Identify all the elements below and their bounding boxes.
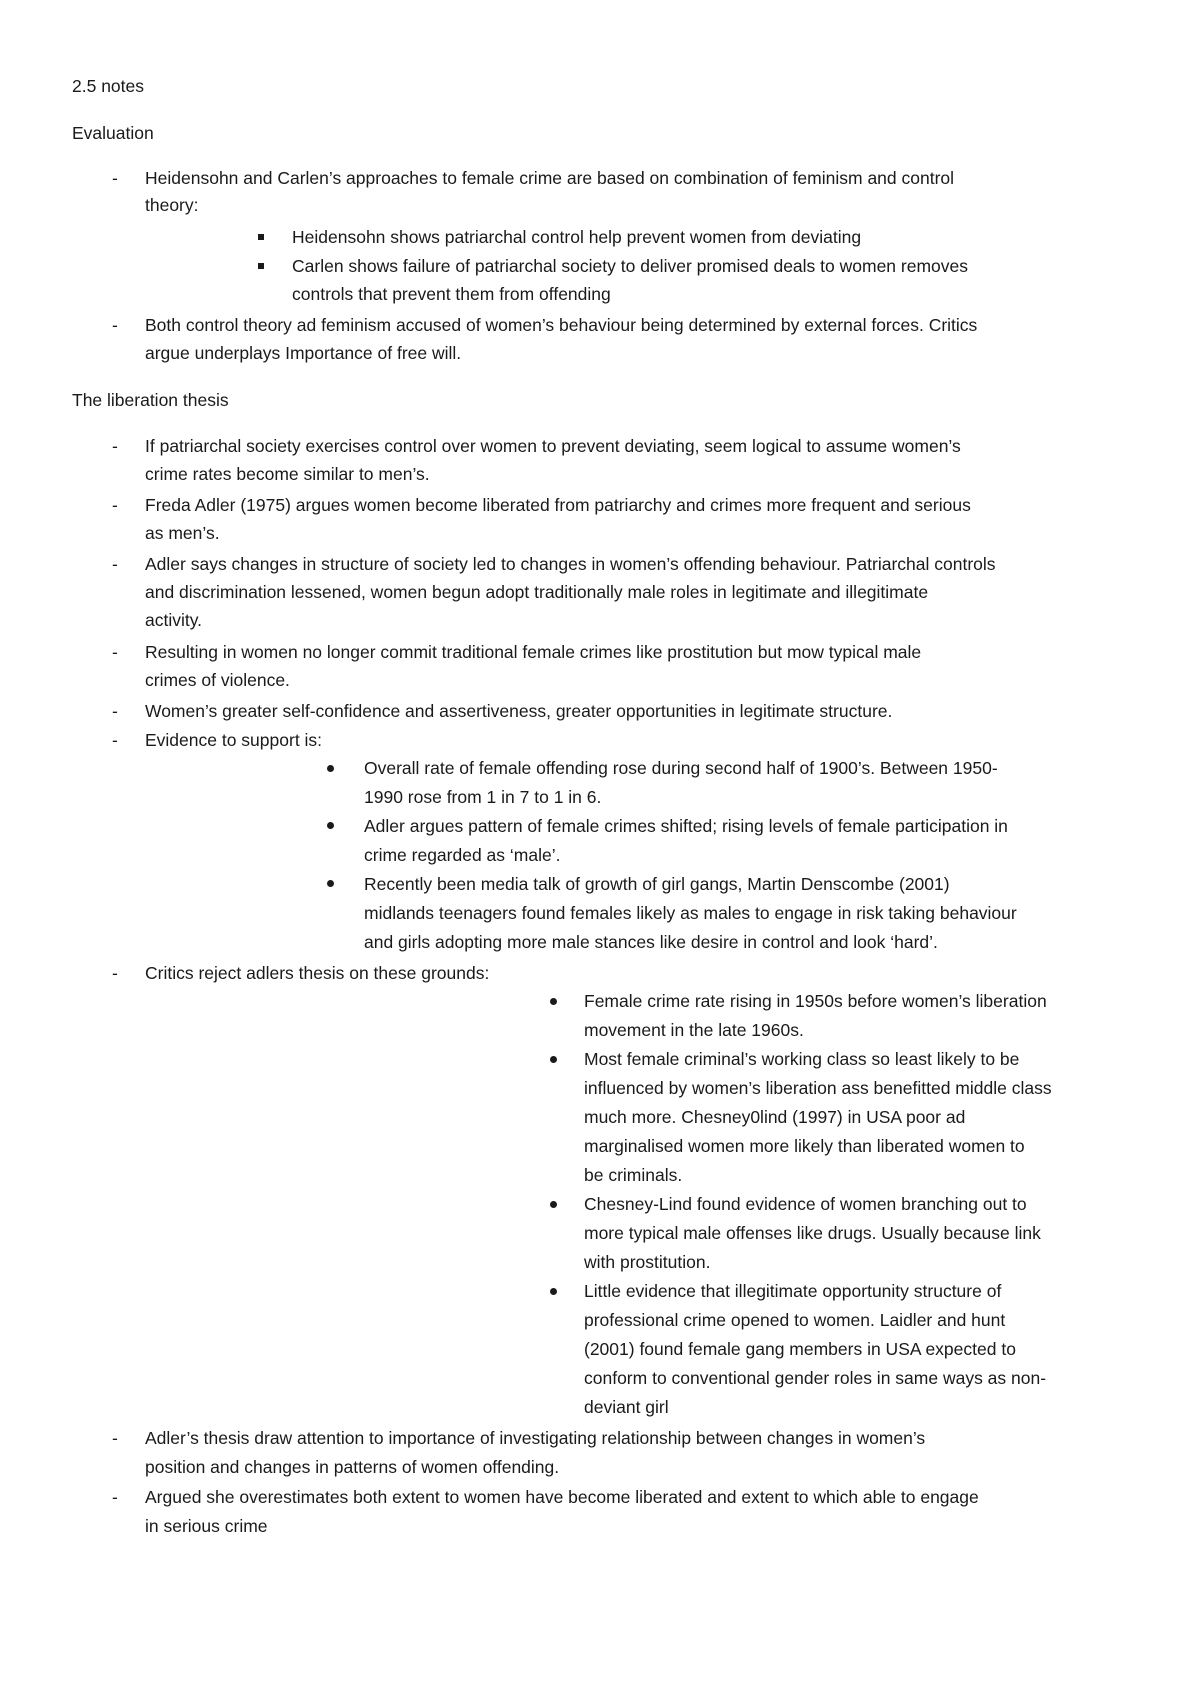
round-bullet-icon [327,880,334,887]
evidence-3-line-2: midlands teenagers found females likely as males to engage in risk taking behaviour [364,903,1017,923]
evaluation-subpoint-1-line-1: Heidensohn shows patriarchal control help prevent women from deviating [292,227,862,247]
critic-3-line-3: with prostitution. [584,1252,711,1272]
evidence-2-line-1: Adler argues pattern of female crimes shifted; rising levels of female participation in [364,816,1008,836]
closing-1-line-1: Adler’s thesis draw attention to importance of investigating relationship between changes in women’s [145,1428,926,1448]
round-bullet-icon [550,1056,557,1063]
round-bullet-icon [550,1201,557,1208]
round-bullet-icon [550,1288,557,1295]
critic-3-line-1: Chesney-Lind found evidence of women branching out to [584,1194,1027,1214]
liberation-item-4-line-1: Resulting in women no longer commit traditional female crimes like prostitution but mow typical male [145,642,922,662]
critic-4-line-2: professional crime opened to women. Laidler and hunt [584,1310,1006,1330]
page-title: 2.5 notes [72,76,144,96]
dash-marker: - [112,730,118,750]
dash-marker: - [112,168,118,188]
dash-marker: - [112,315,118,335]
dash-marker: - [112,554,118,574]
liberation-item-3-line-3: activity. [145,610,203,630]
critic-2-line-1: Most female criminal’s working class so least likely to be [584,1049,1020,1069]
critic-2-line-5: be criminals. [584,1165,683,1185]
dash-marker: - [112,701,118,721]
evidence-3-line-1: Recently been media talk of growth of girl gangs, Martin Denscombe (2001) [364,874,950,894]
evidence-1-line-1: Overall rate of female offending rose during second half of 1900’s. Between 1950- [364,758,998,778]
round-bullet-icon [327,822,334,829]
liberation-item-6-line-1: Evidence to support is: [145,730,323,750]
evaluation-item-2-line-2: argue underplays Importance of free will. [145,343,462,363]
closing-2-line-1: Argued she overestimates both extent to women have become liberated and extent to which able to engage [145,1487,979,1507]
critic-4-line-5: deviant girl [584,1397,669,1417]
evidence-3-line-3: and girls adopting more male stances like desire in control and look ‘hard’. [364,932,938,952]
critic-3-line-2: more typical male offenses like drugs. Usually because link [584,1223,1041,1243]
liberation-item-4-line-2: crimes of violence. [145,670,290,690]
dash-marker: - [112,1487,118,1507]
critic-2-line-4: marginalised women more likely than liberated women to [584,1136,1025,1156]
critic-1-line-2: movement in the late 1960s. [584,1020,804,1040]
evaluation-item-1-line-1: Heidensohn and Carlen’s approaches to female crime are based on combination of feminism and control [145,168,955,188]
dash-marker: - [112,642,118,662]
evaluation-item-1-line-2: theory: [145,195,199,215]
evaluation-heading: Evaluation [72,123,154,143]
round-bullet-icon [550,998,557,1005]
liberation-item-5-line-1: Women’s greater self-confidence and assertiveness, greater opportunities in legitimate structure. [145,701,893,721]
critic-2-line-3: much more. Chesney0lind (1997) in USA poor ad [584,1107,966,1127]
evaluation-item-2-line-1: Both control theory ad feminism accused of women’s behaviour being determined by external forces. Critics [145,315,978,335]
dash-marker: - [112,495,118,515]
liberation-item-2-line-1: Freda Adler (1975) argues women become liberated from patriarchy and crimes more frequent and serious [145,495,971,515]
evaluation-subpoint-2-line-2: controls that prevent them from offending [292,284,611,304]
critic-4-line-4: conform to conventional gender roles in same ways as non- [584,1368,1047,1388]
dash-marker: - [112,1428,118,1448]
round-bullet-icon [327,765,334,772]
critic-4-line-1: Little evidence that illegitimate opportunity structure of [584,1281,1002,1301]
square-bullet-icon [258,234,264,240]
liberation-item-2-line-2: as men’s. [145,523,220,543]
critic-4-line-3: (2001) found female gang members in USA expected to [584,1339,1016,1359]
evidence-2-line-2: crime regarded as ‘male’. [364,845,561,865]
liberation-heading: The liberation thesis [72,390,229,410]
dash-marker: - [112,436,118,456]
liberation-item-3-line-2: and discrimination lessened, women begun adopt traditionally male roles in legitimate and illegitimate [145,582,929,602]
closing-1-line-2: position and changes in patterns of women offending. [145,1457,560,1477]
evidence-1-line-2: 1990 rose from 1 in 7 to 1 in 6. [364,787,602,807]
critics-intro-line-1: Critics reject adlers thesis on these grounds: [145,963,490,983]
liberation-item-1-line-1: If patriarchal society exercises control over women to prevent deviating, seem logical to assume women’s [145,436,961,456]
liberation-item-3-line-1: Adler says changes in structure of society led to changes in women’s offending behaviour. Patriarchal controls [145,554,996,574]
evaluation-subpoint-2-line-1: Carlen shows failure of patriarchal society to deliver promised deals to women removes [292,256,968,276]
closing-2-line-2: in serious crime [145,1516,268,1536]
square-bullet-icon [258,263,264,269]
dash-marker: - [112,963,118,983]
critic-2-line-2: influenced by women’s liberation ass benefitted middle class [584,1078,1052,1098]
critic-1-line-1: Female crime rate rising in 1950s before women’s liberation [584,991,1047,1011]
liberation-item-1-line-2: crime rates become similar to men’s. [145,464,430,484]
